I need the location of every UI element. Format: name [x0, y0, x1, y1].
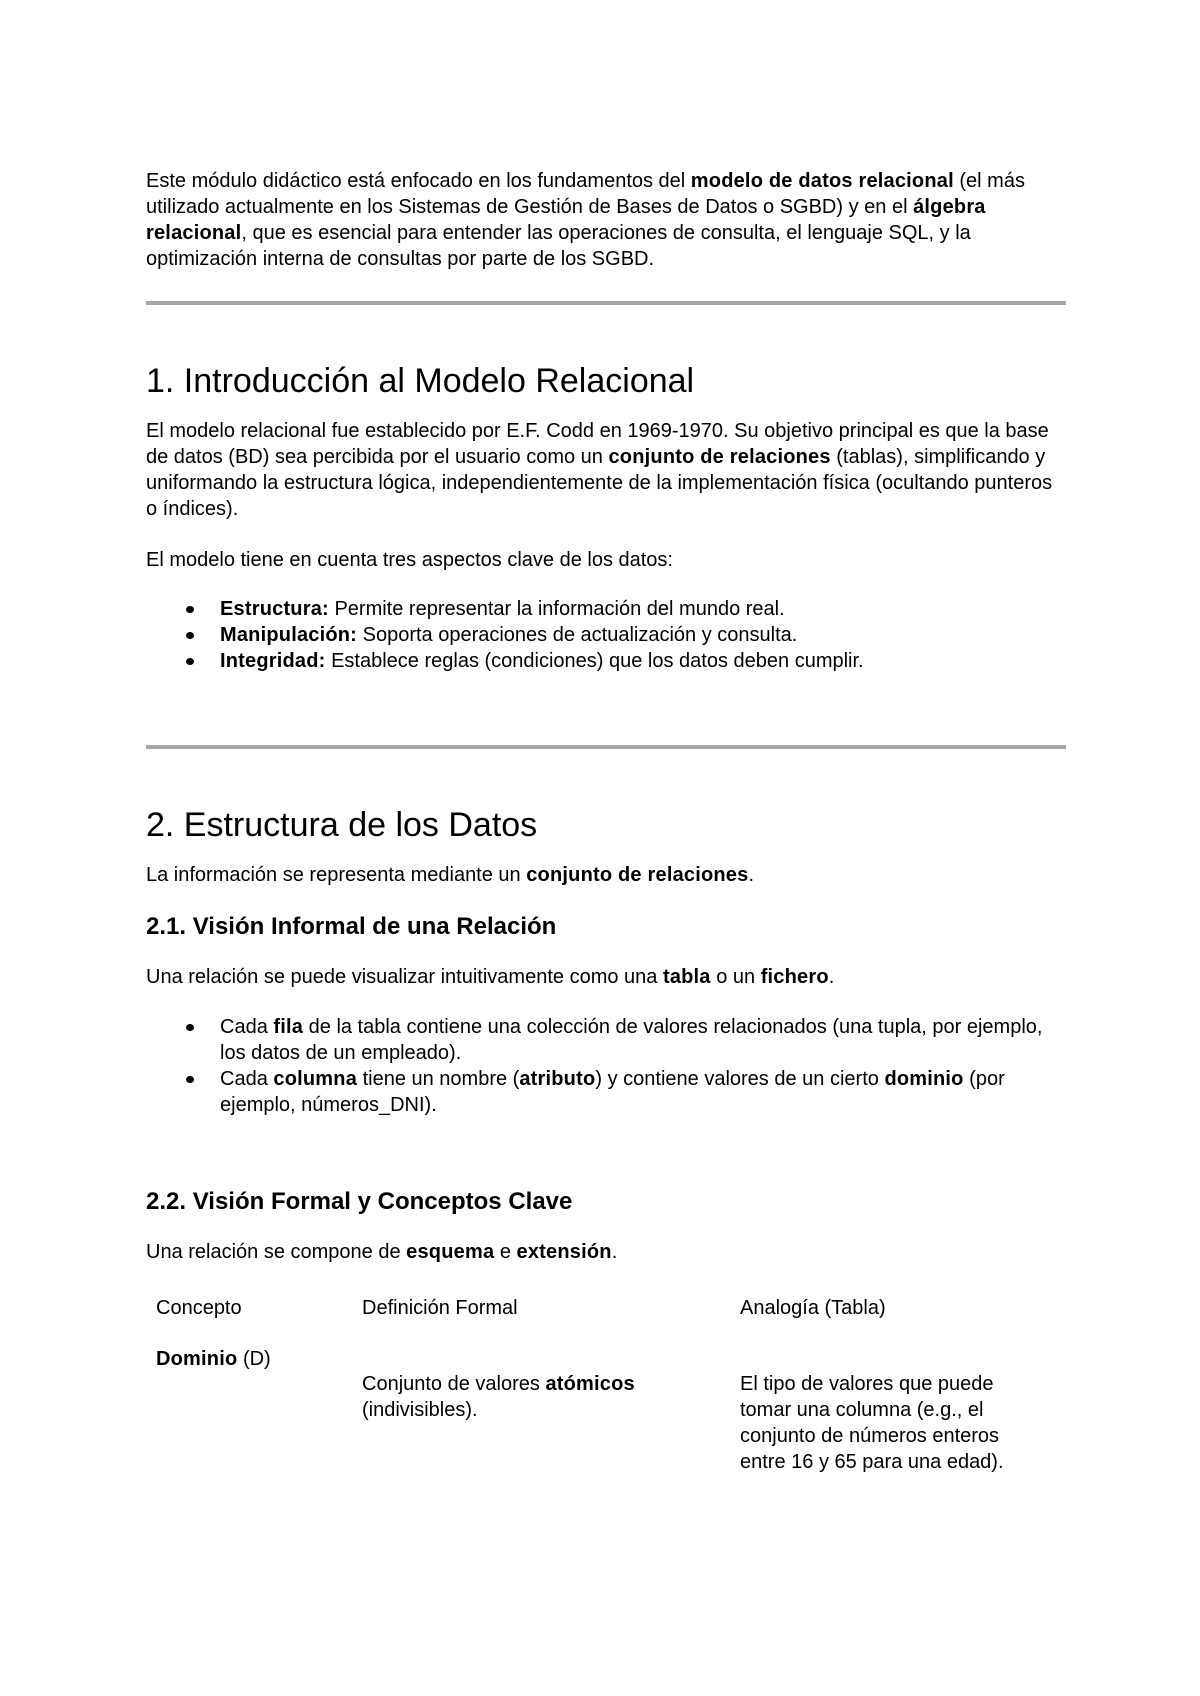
subsection-2-2-heading: 2.2. Visión Formal y Conceptos Clave	[146, 1188, 573, 1215]
table-header-cell: Analogía (Tabla)	[740, 1297, 886, 1319]
section-1-paragraph-1: El modelo relacional fue establecido por E.F. Codd en 1969-1970. Su objetivo principal es que la base de datos (BD) sea percibida por el usuario como un conjunto de relaciones (tablas), simplificando y uniformando la estructura lógica, independientemente de la implementación física (ocultando punteros o índices).	[146, 420, 1053, 520]
aspects-list	[146, 596, 1066, 674]
section-1-heading: 1. Introducción al Modelo Relacional	[146, 362, 695, 400]
bold-term: tabla	[662, 966, 711, 988]
section-2-paragraph-1: La información se representa mediante un conjunto de relaciones.	[146, 864, 755, 886]
section-1-paragraph-2: El modelo tiene en cuenta tres aspectos clave de los datos:	[146, 549, 673, 571]
table-row	[146, 1321, 1066, 1475]
concepts-table	[146, 1295, 1066, 1475]
list-item: Estructura: Permite representar la información del mundo real.	[146, 596, 1066, 622]
section-2-heading: 2. Estructura de los Datos	[146, 806, 538, 844]
table-header-cell: Definición Formal	[362, 1297, 518, 1319]
list-item: Cada columna tiene un nombre (atributo) y contiene valores de un cierto dominio (por ejemplo, números_DNI).	[146, 1066, 1066, 1118]
list-item: Integridad: Establece reglas (condiciones) que los datos deben cumplir.	[146, 648, 1066, 674]
table-cell-definition: Conjunto de valores atómicos (indivisibles).	[362, 1373, 635, 1421]
list-item: Manipulación: Soporta operaciones de actualización y consulta.	[146, 622, 1066, 648]
table-header-cell: Concepto	[156, 1297, 242, 1319]
table-cell-concept: Dominio (D)	[156, 1348, 271, 1370]
section-divider	[146, 301, 1066, 305]
intro-paragraph: Este módulo didáctico está enfocado en los fundamentos del modelo de datos relacional (el más utilizado actualmente en los Sistemas de Gestión de Bases de Datos o SGBD) y en el álgebra relacional, que es esencial para entender las operaciones de consulta, el lenguaje SQL, y la optimización interna de consultas por parte de los SGBD.	[146, 170, 1025, 270]
list-item: Cada fila de la tabla contiene una colección de valores relacionados (una tupla, por ejemplo, los datos de un empleado).	[146, 1014, 1066, 1066]
bold-term: conjunto de relaciones	[526, 864, 749, 886]
bold-term: conjunto de relaciones	[608, 446, 831, 468]
document-page	[146, 168, 1066, 1475]
subsection-2-2-paragraph: Una relación se compone de esquema e extensión.	[146, 1241, 618, 1263]
subsection-2-1-heading: 2.1. Visión Informal de una Relación	[146, 913, 557, 940]
table-header-row	[146, 1295, 1066, 1321]
section-divider	[146, 745, 1066, 749]
bold-term: esquema	[406, 1241, 495, 1263]
bold-term: modelo de datos relacional	[690, 170, 954, 192]
table-cell-analogy: El tipo de valores que puede tomar una columna (e.g., el conjunto de números enteros entre 16 y 65 para una edad).	[740, 1373, 1004, 1473]
bold-term: álgebra relacional	[146, 196, 986, 244]
relation-list	[146, 1014, 1066, 1118]
bold-term: fichero	[760, 966, 829, 988]
subsection-2-1-paragraph: Una relación se puede visualizar intuitivamente como una tabla o un fichero.	[146, 966, 835, 988]
bold-term: extensión	[516, 1241, 612, 1263]
